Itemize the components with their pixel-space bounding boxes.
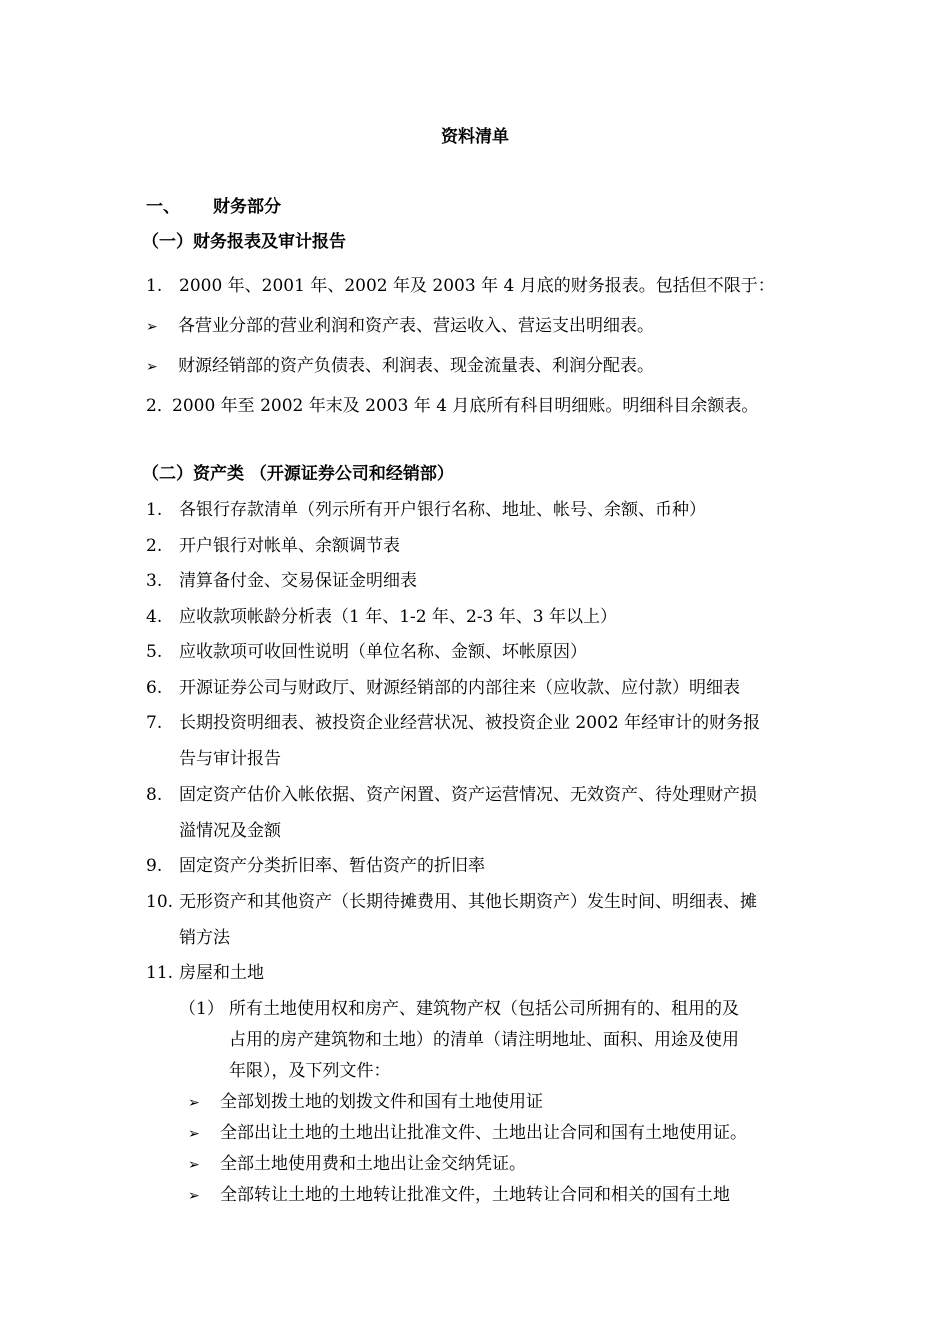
item-number: 10. [146,892,174,912]
item-number: 2. [146,536,163,556]
item-text: 长期投资明细表、被投资企业经营状况、被投资企业 2002 年经审计的财务报 [179,713,761,733]
arrow-bullet-icon: ➢ [146,359,158,375]
bullet-item [146,353,654,380]
bullet-text: 全部土地使用费和土地出让金交纳凭证。 [220,1154,526,1174]
section-heading [146,194,281,220]
item-text: 开户银行对帐单、余额调节表 [179,536,400,556]
list-item [146,639,587,665]
sub-item-continuation: 年限），及下列文件： [229,1061,391,1081]
list-item [146,568,417,594]
item-text: 2000 年至 2002 年末及 2003 年 4 月底所有科目明细账。明细科目余额表。 [172,396,759,416]
arrow-bullet-icon: ➢ [188,1157,200,1173]
item-number: 1. [146,500,163,520]
arrow-bullet-icon: ➢ [188,1188,200,1204]
bullet-item [146,313,654,340]
subsection-heading: （二）资产类 （开源证券公司和经销部） [142,464,454,484]
list-item [146,710,760,736]
item-number: 7. [146,713,163,733]
list-item [146,533,400,559]
item-text: 清算备付金、交易保证金明细表 [179,571,417,591]
list-item [146,273,775,299]
item-number: 9. [146,856,163,876]
section-title: 财务部分 [213,197,281,217]
bullet-text: 各营业分部的营业利润和资产表、营运收入、营运支出明细表。 [178,316,654,336]
item-text: 无形资产和其他资产（长期待摊费用、其他长期资产）发生时间、明细表、摊 [179,892,757,912]
sub-item-text: 所有土地使用权和房产、建筑物产权（包括公司所拥有的、租用的及 [229,999,739,1019]
item-number: 4. [146,607,163,627]
bullet-item [188,1182,730,1209]
item-number: 8. [146,785,163,805]
list-item [146,393,758,419]
item-text: 2000 年、2001 年、2002 年及 2003 年 4 月底的财务报表。包括但不限于： [179,276,775,296]
bullet-item [188,1120,747,1147]
arrow-bullet-icon: ➢ [146,319,158,335]
item-text: 开源证券公司与财政厅、财源经销部的内部往来（应收款、应付款）明细表 [179,678,740,698]
list-item [146,853,485,879]
list-item [146,497,706,523]
list-item [146,889,757,915]
sub-item-continuation: 占用的房产建筑物和土地）的清单（请注明地址、面积、用途及使用 [229,1030,739,1050]
item-number: 11. [146,963,174,983]
arrow-bullet-icon: ➢ [188,1095,200,1111]
arrow-bullet-icon: ➢ [188,1126,200,1142]
item-text: 房屋和土地 [179,963,264,983]
bullet-text: 全部划拨土地的划拨文件和国有土地使用证 [220,1092,543,1112]
list-item [146,782,757,808]
bullet-text: 全部转让土地的土地转让批准文件，土地转让合同和相关的国有土地 [220,1185,730,1205]
subsection-heading: （一）财务报表及审计报告 [142,232,346,252]
item-text: 固定资产分类折旧率、暂估资产的折旧率 [179,856,485,876]
document-title: 资料清单 [441,127,509,147]
list-item [146,960,264,986]
item-text: 应收款项帐龄分析表（1 年、1-2 年、2-3 年、3 年以上） [179,607,617,627]
item-number: 2． [146,396,174,416]
item-continuation: 溢情况及金额 [179,821,281,841]
sub-item-number: （1） [179,999,224,1019]
item-text: 固定资产估价入帐依据、资产闲置、资产运营情况、无效资产、待处理财产损 [179,785,757,805]
item-continuation: 告与审计报告 [179,749,281,769]
bullet-text: 全部出让土地的土地出让批准文件、土地出让合同和国有土地使用证。 [220,1123,747,1143]
item-number: 6. [146,678,163,698]
list-item [146,675,740,701]
item-number: 1. [146,276,163,296]
bullet-item [188,1151,526,1178]
bullet-item [188,1089,543,1116]
item-number: 5. [146,642,163,662]
list-item [146,604,617,630]
item-text: 各银行存款清单（列示所有开户银行名称、地址、帐号、余额、币种） [179,500,706,520]
sub-list-item [179,996,739,1022]
item-number: 3. [146,571,163,591]
item-text: 应收款项可收回性说明（单位名称、金额、坏帐原因） [179,642,587,662]
item-continuation: 销方法 [179,928,230,948]
section-number: 一、 [146,197,180,217]
bullet-text: 财源经销部的资产负债表、利润表、现金流量表、利润分配表。 [178,356,654,376]
